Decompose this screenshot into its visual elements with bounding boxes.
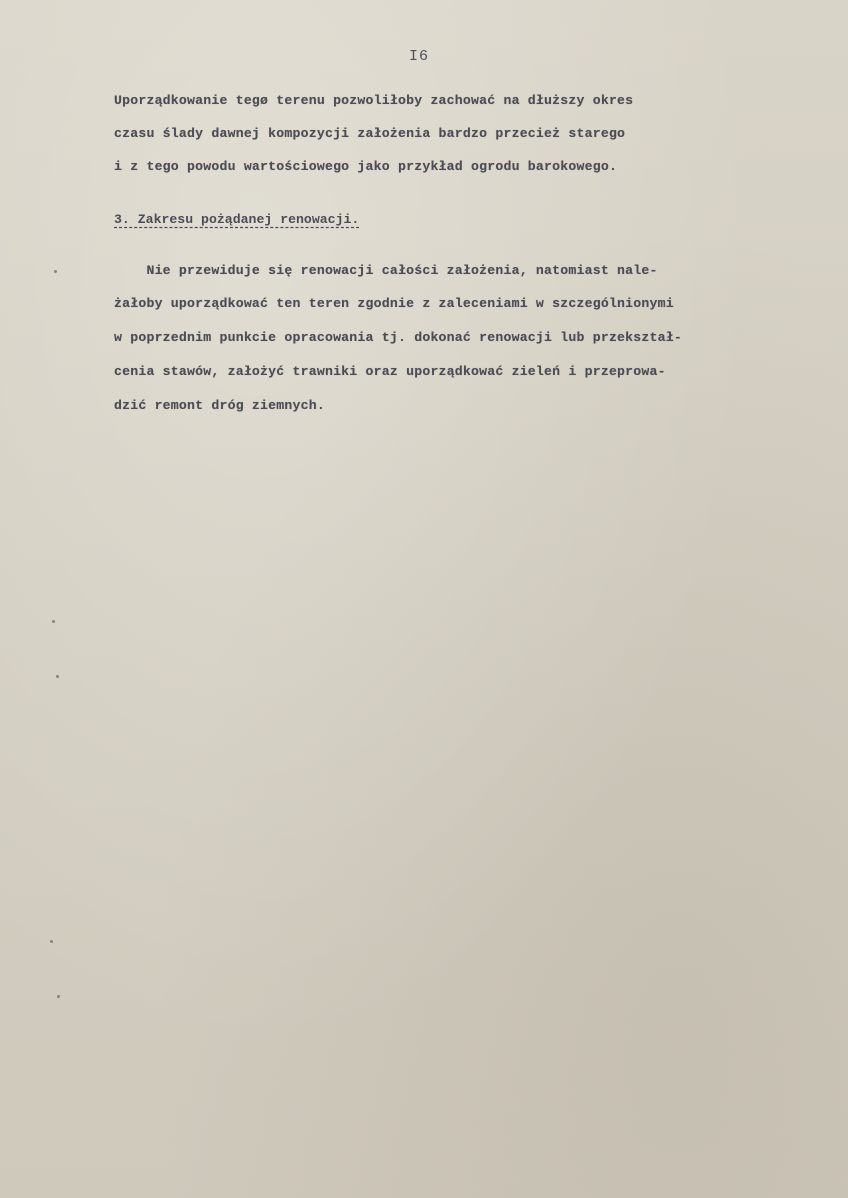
text-line: żałoby uporządkować ten teren zgodnie z zaleceniami w szczególnionymi <box>114 296 674 311</box>
section-heading: 3. Zakresu pożądanej renowacji. <box>114 212 360 227</box>
text-line: Nie przewiduje się renowacji całości założenia, natomiast nale- <box>114 263 658 278</box>
page-number: I6 <box>408 48 429 65</box>
text-line: dzić remont dróg ziemnych. <box>114 398 325 413</box>
margin-speck <box>56 675 59 678</box>
text-line: czasu ślady dawnej kompozycji założenia bardzo przecież starego <box>114 126 626 141</box>
margin-speck <box>52 620 55 623</box>
margin-speck <box>50 940 53 943</box>
text-line: Uporządkowanie tegø terenu pozwoliłoby zachować na dłuższy okres <box>114 93 634 108</box>
margin-speck <box>54 270 57 273</box>
margin-speck <box>57 995 60 998</box>
text-line: cenia stawów, założyć trawniki oraz uporządkować zieleń i przeprowa- <box>114 364 666 379</box>
text-line: i z tego powodu wartościowego jako przykład ogrodu barokowego. <box>114 159 618 174</box>
text-line: w poprzednim punkcie opracowania tj. dokonać renowacji lub przekształ- <box>114 330 682 345</box>
